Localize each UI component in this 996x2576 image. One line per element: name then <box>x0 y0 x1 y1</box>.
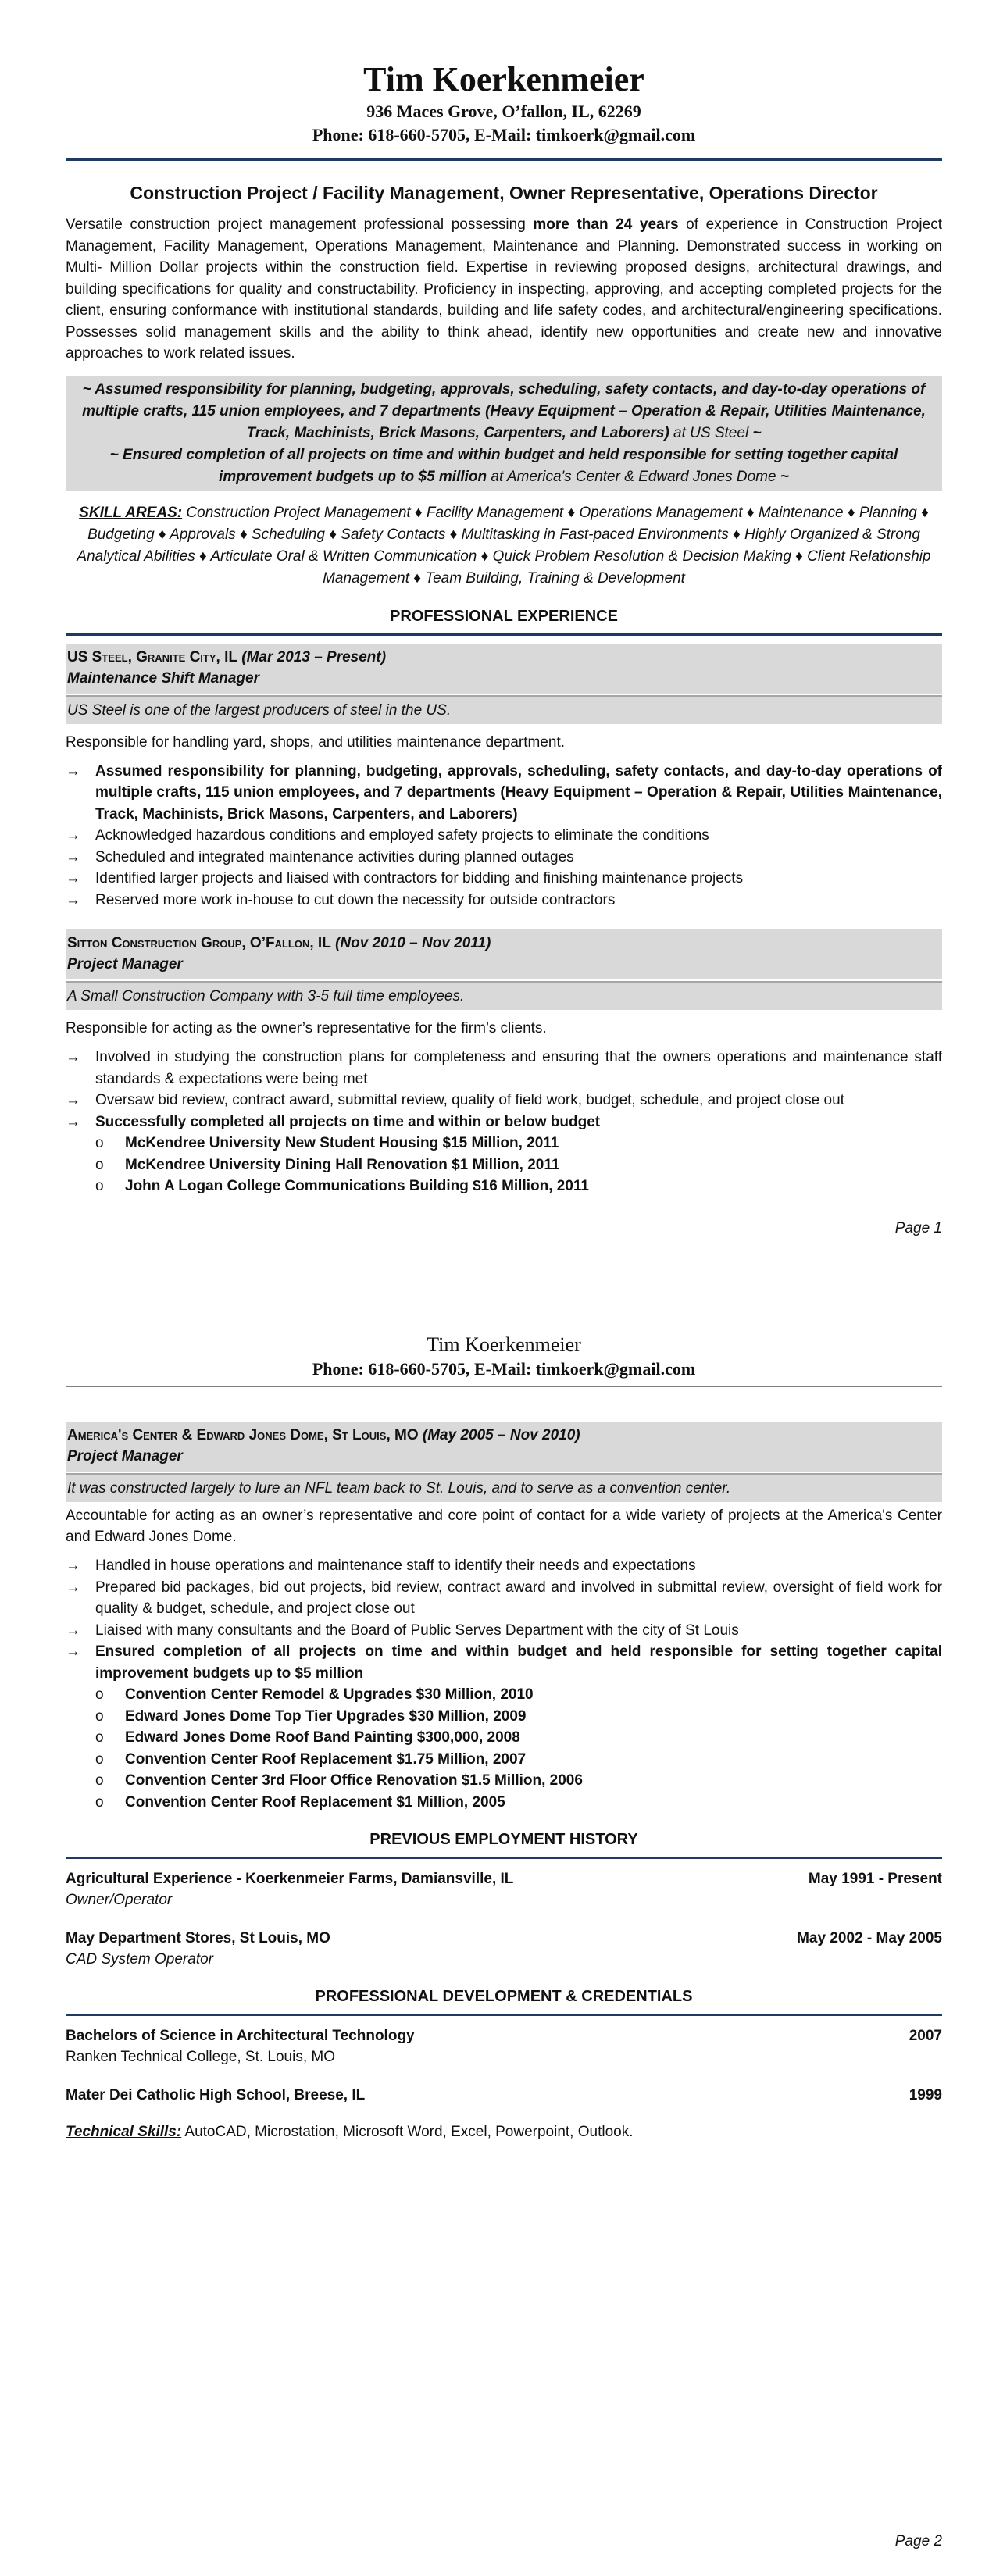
job-dates: (May 2005 – Nov 2010) <box>422 1427 580 1443</box>
contact-info-repeat: Phone: 618-660-5705, E-Mail: timkoerk@gmail.com <box>312 1359 696 1379</box>
circle-bullet-icon: o <box>95 1178 104 1194</box>
circle-bullet-icon: o <box>95 1686 104 1703</box>
arrow-icon: → <box>66 762 80 780</box>
bullet-text: Reserved more work in-house to cut down the necessity for outside contractors <box>95 891 616 908</box>
section-divider <box>66 633 942 636</box>
project-list <box>66 1684 942 1813</box>
bullet-text: Prepared bid packages, bid out projects, bid review, contract award and involved in submittal review, oversight of field work for quality & budget, schedule, and project close out <box>95 1579 942 1617</box>
employment-dates: May 1991 - Present <box>808 1871 942 1887</box>
bullet-text: Identified larger projects and liaised with contractors for bidding and finishing maintenance projects <box>95 870 744 887</box>
job-header-sitton <box>66 929 942 979</box>
technical-skills <box>66 2121 942 2143</box>
highlight-2-bold: ~ Ensured completion of all projects on time and within budget and held responsible for setting together capital improvement budgets up to $5 million <box>109 446 898 485</box>
job-bullets <box>66 1047 942 1133</box>
summary-text-1: Versatile construction project management professional possessing <box>66 216 534 233</box>
arrow-icon: → <box>66 1643 80 1660</box>
bullet-text: Scheduled and integrated maintenance activities during planned outages <box>95 848 574 865</box>
arrow-icon: → <box>66 1092 80 1108</box>
highlight-1-bold: ~ Assumed responsibility for planning, budgeting, approvals, scheduling, safety contacts, and day-to-day operations of multiple crafts, 115 union employees, and 7 departments (Heavy Equipment – Operation & Repair, Utilities Maintenance, Track, Machinists, Brick Masons, Carpenters, and Laborers) <box>82 380 926 441</box>
arrow-icon: → <box>66 870 80 887</box>
bullet-text: Involved in studying the construction plans for completeness and ensuring that the owners operations and maintenance staff standards & expectations were being met <box>95 1049 942 1087</box>
employment-dates: May 2002 - May 2005 <box>797 1930 942 1946</box>
section-title-experience: PROFESSIONAL EXPERIENCE <box>390 607 618 625</box>
list-item <box>66 1555 942 1577</box>
header-divider <box>66 158 942 161</box>
arrow-icon: → <box>66 1113 80 1130</box>
job-header-us-steel <box>66 644 942 694</box>
summary-text-2: of experience in Construction Project Management, Facility Management, Operations Management, Maintenance and Planning. Demonstrated success in working on Multi- Million Dollar projects within the construction field. Expertise in reviewing proposed designs, architectural drawings, and building specifications for quality and constructability. Proficiency in inspecting, approving, and accepting completed projects for the client, ensuring conformance with institutional standards, building and life safety codes, and architectural/engineering specifications. Possesses solid management skills and the ability to think ahead, identify new opportunities and create new and innovative approaches to work related issues. <box>66 216 942 362</box>
section-divider <box>66 2014 942 2016</box>
list-item <box>66 1727 942 1749</box>
highlight-1-end: ~ <box>752 424 762 441</box>
list-item <box>66 1090 942 1111</box>
job-title: Project Manager <box>67 956 183 972</box>
summary-years: more than 24 years <box>533 216 679 233</box>
circle-bullet-icon: o <box>95 1135 104 1151</box>
circle-bullet-icon: o <box>95 1772 104 1789</box>
candidate-name-repeat: Tim Koerkenmeier <box>427 1333 581 1356</box>
highlight-2-end: ~ <box>780 468 789 485</box>
list-item <box>66 1792 942 1814</box>
project-text: Convention Center Roof Replacement $1 Million, 2005 <box>125 1793 505 1811</box>
circle-bullet-icon: o <box>95 1750 104 1768</box>
project-text: Convention Center Remodel & Upgrades $30 Million, 2010 <box>125 1686 534 1703</box>
list-item <box>66 868 942 890</box>
circle-bullet-icon: o <box>95 1793 104 1811</box>
project-list <box>66 1133 942 1197</box>
company-description: It was constructed largely to lure an NFL team back to St. Louis, and to serve as a convention center. <box>66 1473 942 1502</box>
section-title-development: PROFESSIONAL DEVELOPMENT & CREDENTIALS <box>315 1988 693 2005</box>
list-item <box>66 825 942 847</box>
highlight-1-plain: at US Steel <box>669 424 753 441</box>
highlight-2 <box>70 444 937 488</box>
resume-page-1 <box>66 0 942 1240</box>
graduation-year: 1999 <box>909 2087 942 2103</box>
project-text: Convention Center Roof Replacement $1.75 Million, 2007 <box>125 1750 527 1768</box>
bullet-text: Handled in house operations and maintenance staff to identify their needs and expectations <box>95 1557 696 1574</box>
contact-info: Phone: 618-660-5705, E-Mail: timkoerk@gmail.com <box>312 125 696 144</box>
technical-skills-list: AutoCAD, Microstation, Microsoft Word, Excel, Powerpoint, Outlook. <box>181 2124 634 2140</box>
highlight-2-plain: at America's Center & Edward Jones Dome <box>487 468 780 485</box>
job-dates: (Nov 2010 – Nov 2011) <box>335 935 491 951</box>
list-item <box>66 1770 942 1792</box>
arrow-icon: → <box>66 827 80 844</box>
school-name: Mater Dei Catholic High School, Breese, IL <box>66 2087 366 2103</box>
employer-name: May Department Stores, St Louis, MO <box>66 1930 330 1946</box>
project-text: McKendree University New Student Housing $15 Million, 2011 <box>125 1135 559 1151</box>
list-item <box>66 1047 942 1090</box>
skill-areas <box>66 502 942 590</box>
project-text: McKendree University Dining Hall Renovation $1 Million, 2011 <box>125 1156 560 1173</box>
list-item <box>66 1749 942 1771</box>
job-title: Project Manager <box>67 1448 183 1465</box>
list-item <box>66 1684 942 1706</box>
employer-name: Agricultural Experience - Koerkenmeier Farms, Damiansville, IL <box>66 1871 514 1887</box>
job-bullets <box>66 1555 942 1684</box>
job-responsibility: Responsible for handling yard, shops, and utilities maintenance department. <box>66 733 565 751</box>
header-divider-page-2 <box>66 1386 942 1387</box>
arrow-icon: → <box>66 1049 80 1065</box>
bullet-text: Successfully completed all projects on time and within or below budget <box>95 1113 601 1130</box>
professional-summary <box>66 214 942 365</box>
job-responsibility: Accountable for acting as an owner’s representative and core point of contact for a wide variety of projects at the America's Center and Edward Jones Dome. <box>66 1507 942 1545</box>
list-item <box>66 1641 942 1684</box>
employment-role: Owner/Operator <box>66 1892 173 1908</box>
resume-page-2 <box>66 1328 942 2549</box>
arrow-icon: → <box>66 1557 80 1574</box>
job-company: US Steel, Granite City, IL <box>67 648 237 665</box>
education-1 <box>66 2025 942 2068</box>
arrow-icon: → <box>66 1622 80 1639</box>
job-company: America's Center & Edward Jones Dome, St Louis, MO <box>67 1427 419 1443</box>
previous-job-1 <box>66 1868 942 1911</box>
resume-headline: Construction Project / Facility Management, Owner Representative, Operations Director <box>130 183 878 203</box>
technical-skills-label: Technical Skills: <box>66 2124 182 2140</box>
project-text: Edward Jones Dome Roof Band Painting $300,000, 2008 <box>125 1729 520 1746</box>
project-text: John A Logan College Communications Building $16 Million, 2011 <box>125 1178 590 1194</box>
job-dates: (Mar 2013 – Present) <box>241 648 387 665</box>
job-title: Maintenance Shift Manager <box>67 669 259 687</box>
circle-bullet-icon: o <box>95 1729 104 1746</box>
skill-areas-list: Construction Project Management ♦ Facility Management ♦ Operations Management ♦ Maintenance ♦ Planning ♦ Budgeting ♦ Approvals ♦ Scheduling ♦ Safety Contacts ♦ Multitasking in Fast-paced Environments ♦ Highly Organized & Strong Analytical Abilities ♦ Articulate Oral & Written Communication ♦ Quick Problem Resolution & Decision Making ♦ Client Relationship Management ♦ Team Building, Training & Development <box>77 504 931 587</box>
list-item <box>66 1706 942 1728</box>
job-responsibility: Responsible for acting as the owner’s representative for the firm’s clients. <box>66 1020 547 1036</box>
previous-job-2 <box>66 1928 942 1970</box>
skill-areas-label: SKILL AREAS: <box>79 504 183 521</box>
job-header-americas-center <box>66 1422 942 1472</box>
bullet-text: Liaised with many consultants and the Board of Public Serves Department with the city of St Louis <box>95 1622 739 1639</box>
degree-year: 2007 <box>909 2028 942 2044</box>
bullet-text: Oversaw bid review, contract award, submittal review, quality of field work, budget, schedule, and project close out <box>95 1092 844 1108</box>
bullet-text: Ensured completion of all projects on time and within budget and held responsible for setting together capital improvement budgets up to $5 million <box>95 1643 942 1682</box>
section-divider <box>66 1857 942 1859</box>
page-number-2: Page 2 <box>894 2533 942 2549</box>
list-item <box>66 1577 942 1620</box>
section-title-previous-employment: PREVIOUS EMPLOYMENT HISTORY <box>369 1831 638 1848</box>
education-2 <box>66 2085 942 2106</box>
list-item <box>66 1111 942 1133</box>
arrow-icon: → <box>66 848 80 865</box>
company-description: US Steel is one of the largest producers of steel in the US. <box>66 695 942 724</box>
list-item <box>66 1176 942 1197</box>
degree-name: Bachelors of Science in Architectural Technology <box>66 2028 415 2044</box>
bullet-text: Assumed responsibility for planning, budgeting, approvals, scheduling, safety contacts, and day-to-day operations of multiple crafts, 115 union employees, and 7 departments (Heavy Equipment – Operation & Repair, Utilities Maintenance, Track, Machinists, Brick Masons, Carpenters, and Laborers) <box>95 762 942 822</box>
company-description: A Small Construction Company with 3-5 full time employees. <box>66 981 942 1010</box>
list-item <box>66 1133 942 1154</box>
list-item <box>66 1154 942 1176</box>
candidate-name: Tim Koerkenmeier <box>363 60 644 98</box>
arrow-icon: → <box>66 891 80 908</box>
school-name: Ranken Technical College, St. Louis, MO <box>66 2049 335 2065</box>
page-number-1: Page 1 <box>894 1219 942 1236</box>
arrow-icon: → <box>66 1579 80 1596</box>
list-item <box>66 847 942 869</box>
list-item <box>66 761 942 826</box>
employment-role: CAD System Operator <box>66 1951 213 1968</box>
list-item <box>66 890 942 912</box>
project-text: Edward Jones Dome Top Tier Upgrades $30 Million, 2009 <box>125 1707 527 1725</box>
highlights-box <box>66 376 942 491</box>
job-bullets <box>66 761 942 912</box>
project-text: Convention Center 3rd Floor Office Renovation $1.5 Million, 2006 <box>125 1772 583 1789</box>
highlight-1 <box>70 379 937 444</box>
address: 936 Maces Grove, O’fallon, IL, 62269 <box>366 102 641 121</box>
list-item <box>66 1620 942 1642</box>
bullet-text: Acknowledged hazardous conditions and employed safety projects to eliminate the conditions <box>95 827 709 844</box>
job-company: Sitton Construction Group, O’Fallon, IL <box>67 935 331 951</box>
circle-bullet-icon: o <box>95 1707 104 1725</box>
circle-bullet-icon: o <box>95 1156 104 1173</box>
